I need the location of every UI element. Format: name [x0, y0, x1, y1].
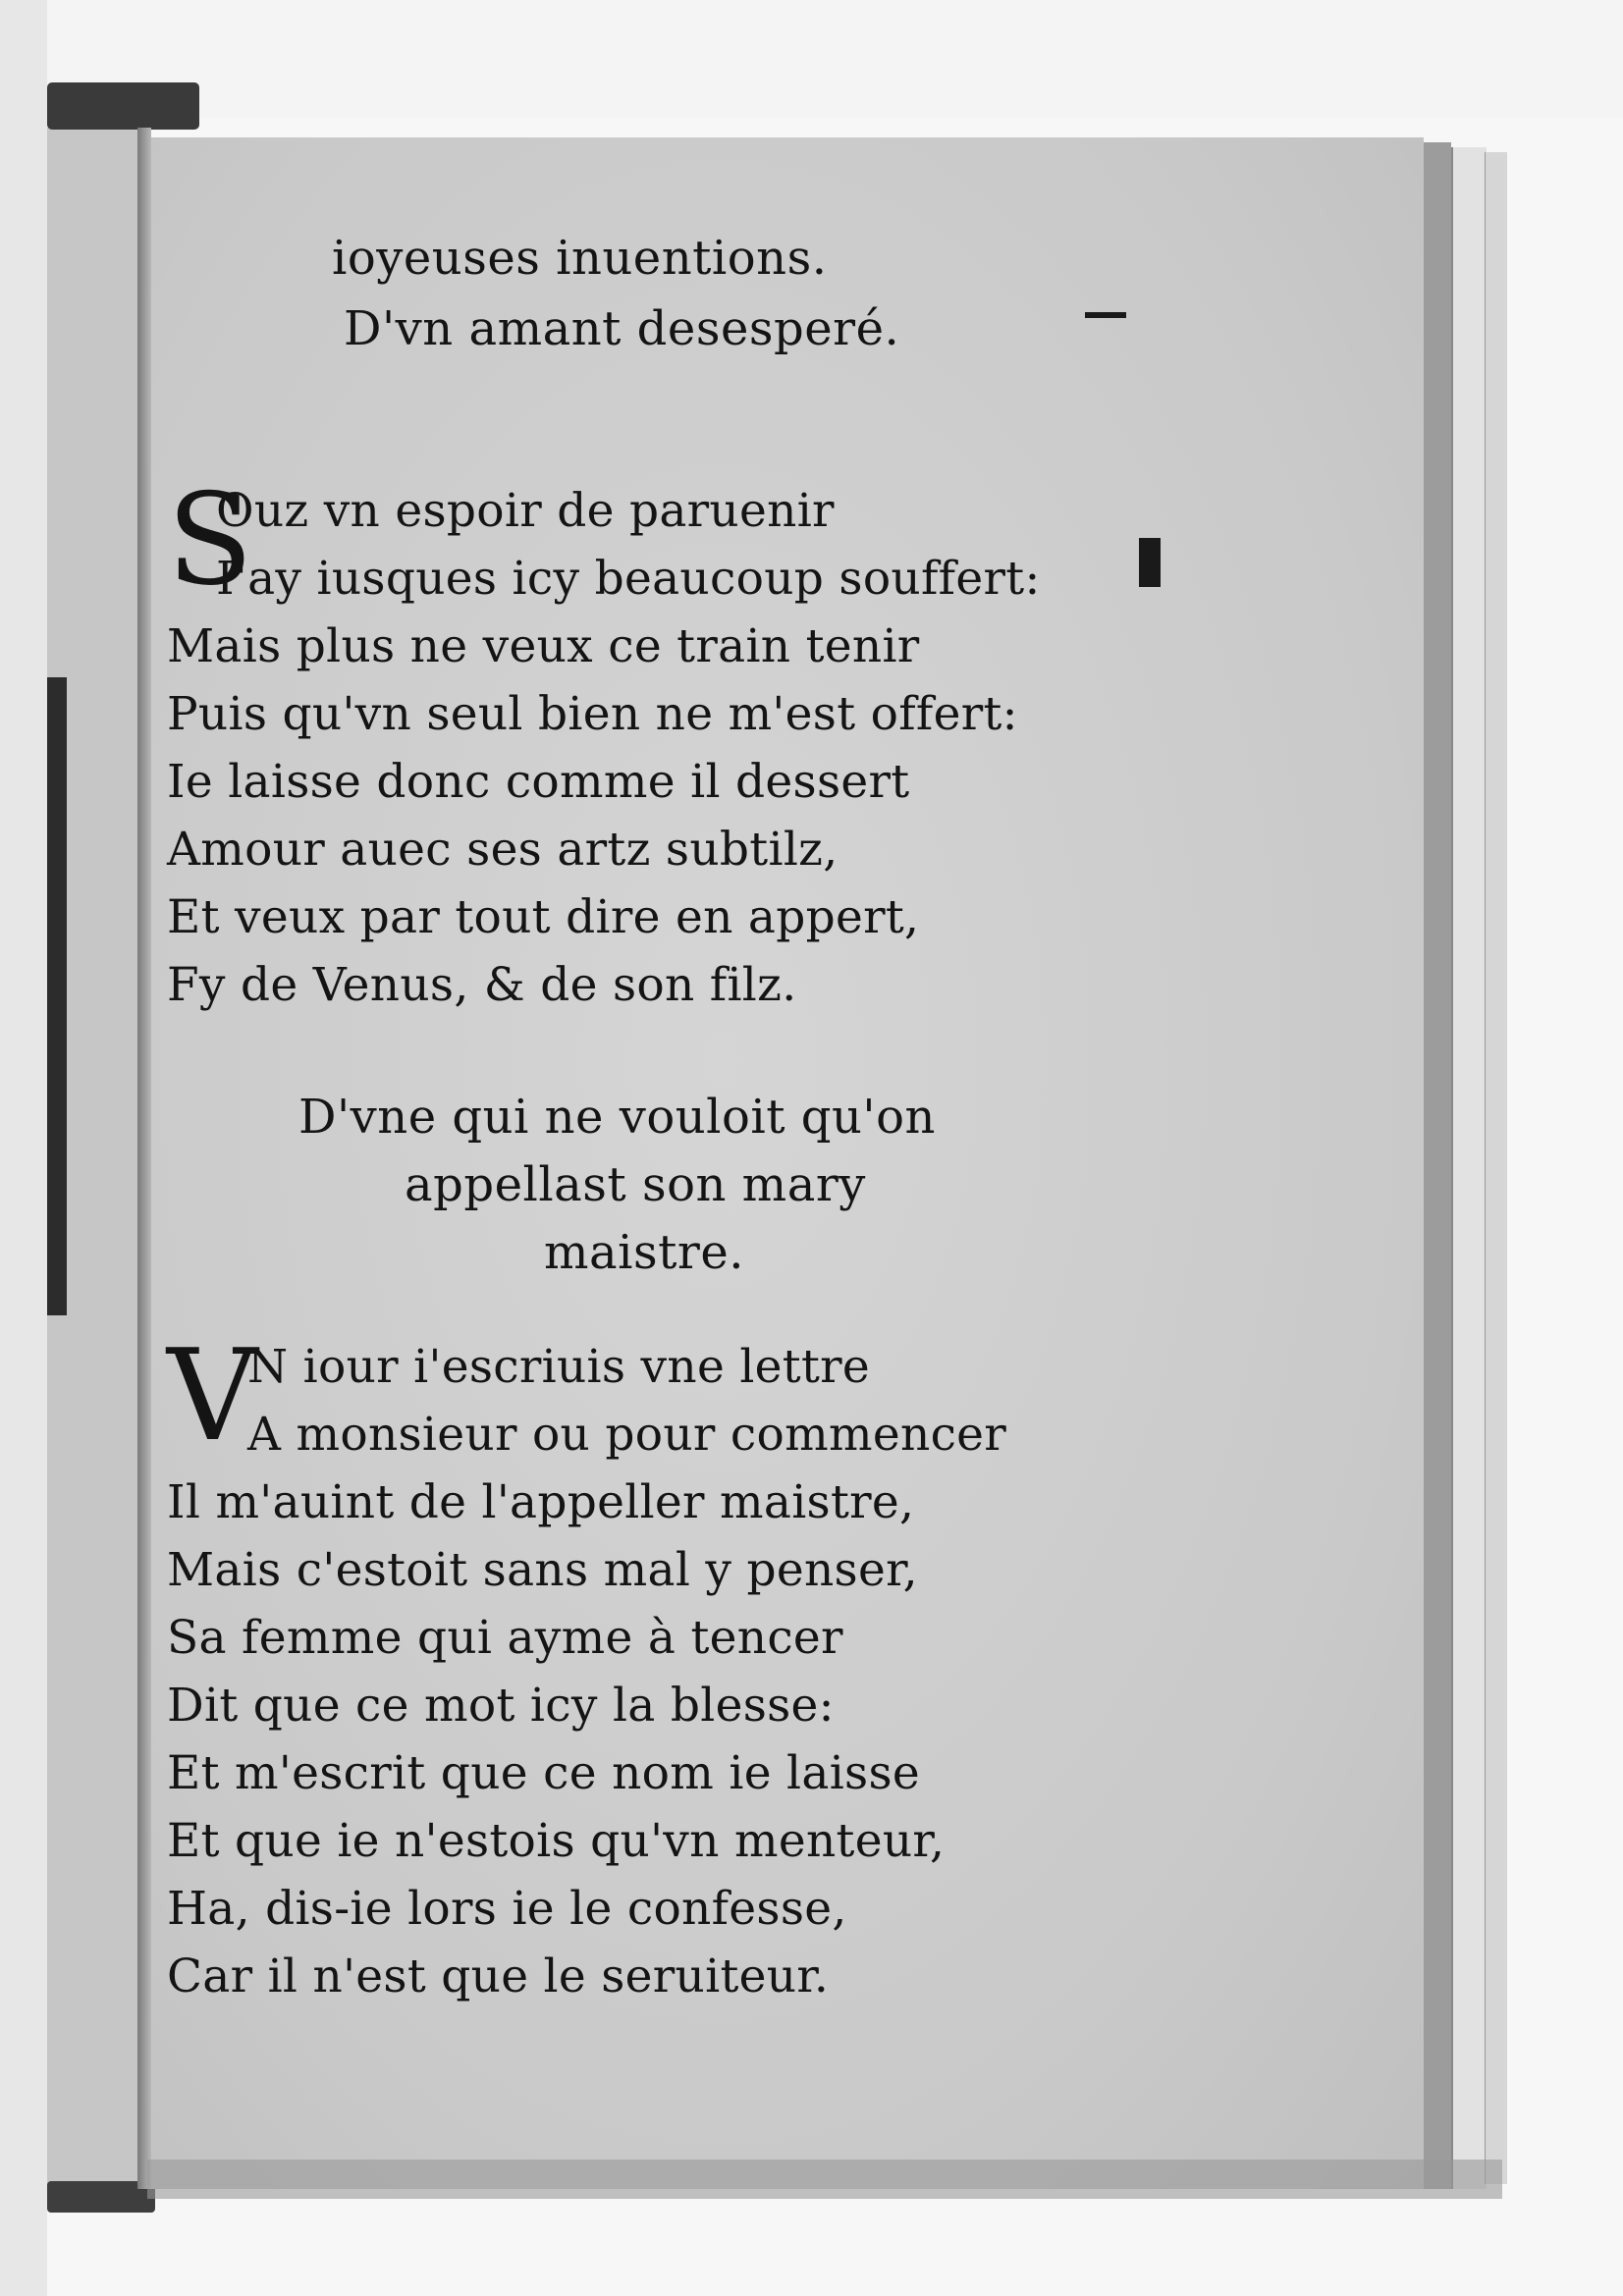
ink-mark	[1139, 538, 1161, 587]
page-edge-shadow	[1424, 142, 1451, 2189]
verse-line: Puis qu'vn seul bien ne m'est offert:	[167, 687, 1018, 741]
background-top	[47, 0, 1623, 118]
verse-line: Amour auec ses artz subtilz,	[167, 823, 839, 877]
poem-title: appellast son mary	[405, 1157, 866, 1212]
running-head: ioyeuses inuentions.	[332, 231, 828, 286]
verse-line: Mais plus ne veux ce train tenir	[167, 619, 920, 673]
page-edges	[1451, 147, 1487, 2189]
page-bottom-shadow	[147, 2160, 1502, 2199]
ink-stain	[1085, 312, 1126, 318]
verse-line: Dit que ce mot icy la blesse:	[167, 1679, 835, 1733]
verse-line: Sa femme qui ayme à tencer	[167, 1611, 843, 1665]
poem-title: maistre.	[544, 1225, 745, 1280]
background-left	[0, 0, 47, 2296]
verse-line: Il m'auint de l'appeller maistre,	[167, 1475, 915, 1529]
poem-title: D'vne qui ne vouloit qu'on	[298, 1090, 936, 1145]
verse-line: Et veux par tout dire en appert,	[167, 890, 920, 944]
verse-line: Ie laisse donc comme il dessert	[167, 755, 910, 809]
left-page-ornament	[47, 677, 67, 1315]
verse-line: Et que ie n'estois qu'vn menteur,	[167, 1814, 946, 1868]
verse-line: Ha, dis-ie lors ie le confesse,	[167, 1882, 847, 1936]
verse-line: Mais c'estoit sans mal y penser,	[167, 1543, 918, 1597]
verse-line: Fy de Venus, & de son filz.	[167, 958, 797, 1012]
page-gutter	[137, 128, 151, 2189]
verse-line: A monsieur ou pour commencer	[247, 1408, 1007, 1462]
binding-top	[47, 82, 199, 130]
drop-initial: V	[167, 1323, 258, 1469]
page-edges-outer	[1485, 152, 1507, 2184]
poem-title: D'vn amant desesperé.	[344, 301, 900, 356]
verse-line: Ouz vn espoir de paruenir	[216, 484, 835, 538]
verse-line: Et m'escrit que ce nom ie laisse	[167, 1746, 920, 1800]
drop-initial: S	[167, 467, 253, 614]
verse-line: I'ay iusques icy beaucoup souffert:	[216, 552, 1041, 606]
verse-line: N iour i'escriuis vne lettre	[247, 1340, 871, 1394]
verse-line: Car il n'est que le seruiteur.	[167, 1949, 830, 2003]
